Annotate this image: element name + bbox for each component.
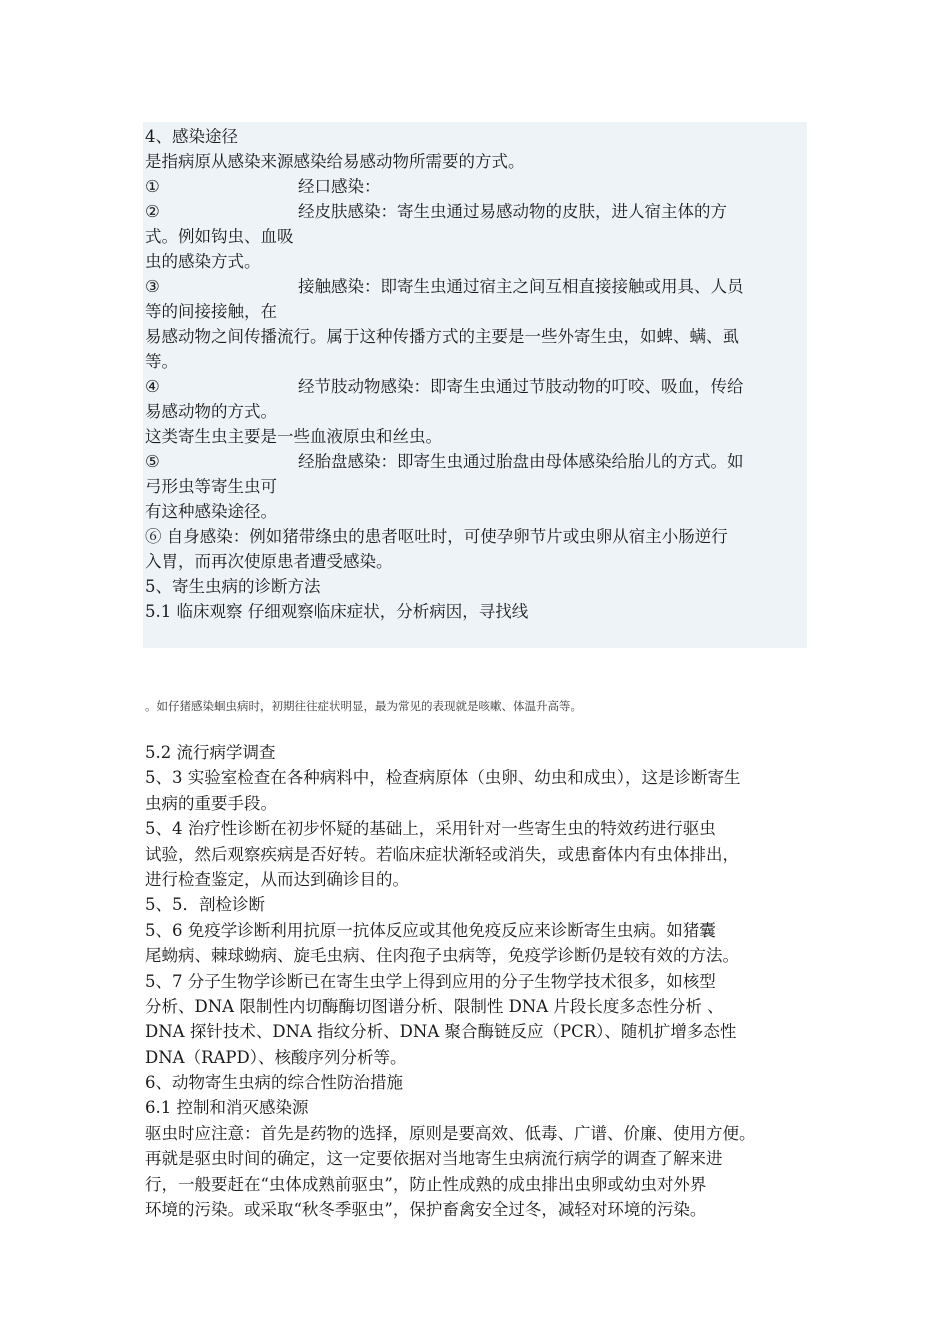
list-item-skin xyxy=(145,199,807,224)
text-line: DNA（RAPD）、核酸序列分析等。 xyxy=(145,1047,407,1067)
text-line: 行，一般要赶在“虫体成熟前驱虫”，防止性成熟的成虫排出虫卵或幼虫对外界 xyxy=(145,1174,707,1194)
text-line: 再就是驱虫时间的确定，这一定要依据对当地寄生虫病流行病学的调查了解来进 xyxy=(145,1149,723,1169)
text-line: 有这种感染途径。 xyxy=(145,502,277,521)
text-line: 分析、DNA 限制性内切酶酶切图谱分析、限制性 DNA 片段长度多态性分析 、 xyxy=(145,996,724,1016)
item-number: ① xyxy=(145,177,160,196)
text-line: 虫病的重要手段。 xyxy=(145,793,277,813)
list-item-contact xyxy=(145,274,807,299)
item-number: ③ xyxy=(145,277,160,296)
paragraph-lab-exam: 5、3 实验室检查在各种病料中，检查病原体（虫卵、幼虫和成虫），这是诊断寄生 xyxy=(145,768,741,788)
text-line: 易感动物的方式。 xyxy=(145,402,277,421)
list-item-oral xyxy=(145,174,807,199)
subheading-clinical: 5.1 临床观察 仔细观察临床症状，分析病因，寻找线 xyxy=(145,602,529,621)
text-line: 试验，然后观察疾病是否好转。若临床症状渐轻或消失，或患畜体内有虫体排出， xyxy=(145,844,739,864)
text-line: 这类寄生虫主要是一些血液原虫和丝虫。 xyxy=(145,427,442,446)
section-infection-routes xyxy=(145,124,807,624)
item-text: 经皮肤感染：寄生虫通过易感动物的皮肤，进人宿主体的方 xyxy=(298,202,727,221)
paragraph-therapeutic: 5、4 治疗性诊断在初步怀疑的基础上，采用针对一些寄生虫的特效药进行驱虫 xyxy=(145,819,716,839)
section-diagnosis-continued xyxy=(145,740,809,1222)
note-small-text: 。如仔猪感染蛔虫病时，初期往往症状明显，最为常见的表现就是咳嗽、体温升高等。 xyxy=(145,699,582,713)
text-line: 进行检查鉴定，从而达到确诊目的。 xyxy=(145,869,409,889)
list-item-placenta xyxy=(145,449,807,474)
text-line: 环境的污染。或采取“秋冬季驱虫”，保护畜禽安全过冬，减轻对环境的污染。 xyxy=(145,1200,707,1220)
text-line: 式。例如钩虫、血吸 xyxy=(145,227,294,246)
item-text: 接触感染：即寄生虫通过宿主之间互相直接接触或用具、人员 xyxy=(298,277,744,296)
heading-diagnosis: 5、寄生虫病的诊断方法 xyxy=(145,577,321,596)
list-item-arthropod xyxy=(145,374,807,399)
text-line: 易感动物之间传播流行。属于这种传播方式的主要是一些外寄生虫，如蜱、螨、虱 xyxy=(145,327,739,346)
subheading-autopsy: 5、5．剖检诊断 xyxy=(145,895,265,915)
item-number: ② xyxy=(145,202,160,221)
subheading-control-source: 6.1 控制和消灭感染源 xyxy=(145,1098,309,1118)
text-line: 等。 xyxy=(145,352,178,371)
paragraph-immunology: 5、6 免疫学诊断利用抗原一抗体反应或其他免疫反应来诊断寄生虫病。如猪囊 xyxy=(145,920,716,940)
text-line: 虫的感染方式。 xyxy=(145,252,261,271)
paragraph-intro: 是指病原从感染来源感染给易感动物所需要的方式。 xyxy=(145,152,525,171)
text-line: 等的间接接触，在 xyxy=(145,302,277,321)
text-line: 入胃，而再次使原患者遭受感染。 xyxy=(145,552,393,571)
item-text: 经胎盘感染：即寄生虫通过胎盘由母体感染给胎儿的方式。如 xyxy=(298,452,744,471)
heading-prevention: 6、动物寄生虫病的综合性防治措施 xyxy=(145,1073,403,1093)
text-line: 尾蚴病、棘球蚴病、旋毛虫病、住肉孢子虫病等，免疫学诊断仍是较有效的方法。 xyxy=(145,946,739,966)
paragraph-molecular: 5、7 分子生物学诊断已在寄生虫学上得到应用的分子生物学技术很多，如核型 xyxy=(145,971,716,991)
item-number: ④ xyxy=(145,377,160,396)
item-text: 经口感染： xyxy=(298,177,381,196)
heading-infection-routes: 4、感染途径 xyxy=(145,127,238,146)
text-line: DNA 探针技术、DNA 指纹分析、DNA 聚合酶链反应（PCR）、随机扩增多态性 xyxy=(145,1022,737,1042)
item-text: 经节肢动物感染：即寄生虫通过节肢动物的叮咬、吸血，传给 xyxy=(298,377,744,396)
text-line: 弓形虫等寄生虫可 xyxy=(145,477,277,496)
list-item-self: ⑥ 自身感染：例如猪带绦虫的患者呕吐时，可使孕卵节片或虫卵从宿主小肠逆行 xyxy=(145,527,728,546)
subheading-epidemiology: 5.2 流行病学调查 xyxy=(145,743,276,762)
paragraph-deworming: 驱虫时应注意：首先是药物的选择，原则是要高效、低毒、广谱、价廉、使用方便。 xyxy=(145,1123,756,1143)
item-number: ⑤ xyxy=(145,452,160,471)
